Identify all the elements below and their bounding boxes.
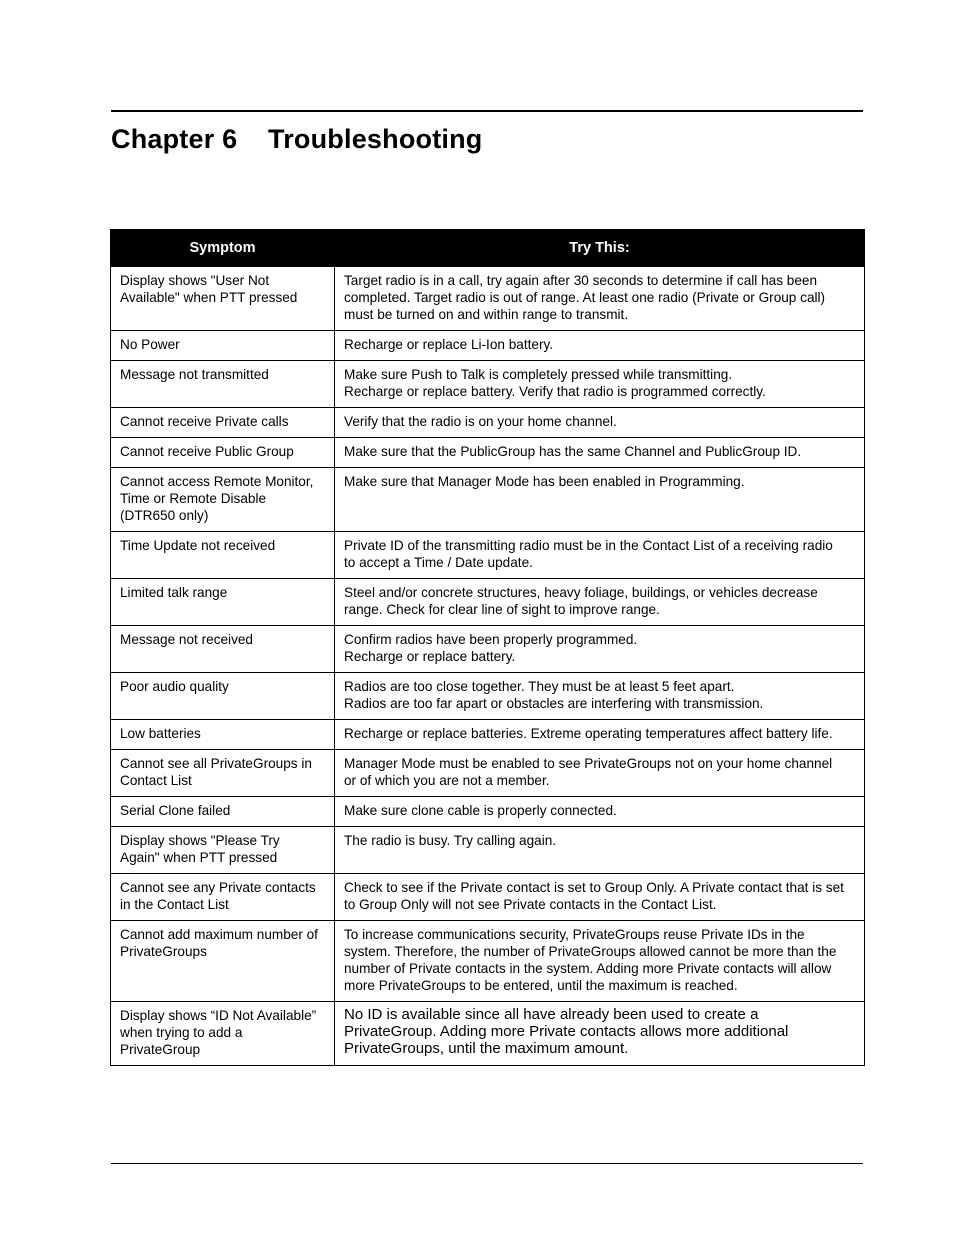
symptom-cell: Cannot see all PrivateGroups in Contact List <box>111 750 335 797</box>
table-row <box>111 750 865 797</box>
chapter-number: Chapter 6 <box>111 124 238 154</box>
symptom-cell: Serial Clone failed <box>111 797 335 827</box>
fix-cell: Make sure Push to Talk is completely pressed while transmitting. Recharge or replace battery. Verify that radio is programmed correctly. <box>335 361 865 408</box>
fix-cell: Recharge or replace batteries. Extreme operating temperatures affect battery life. <box>335 720 865 750</box>
top-rule <box>111 110 863 112</box>
fix-cell: Steel and/or concrete structures, heavy foliage, buildings, or vehicles decrease range. Check for clear line of sight to improve range. <box>335 579 865 626</box>
fix-cell: To increase communications security, PrivateGroups reuse Private IDs in the system. Therefore, the number of PrivateGroups allowed cannot be more than the number of Private contacts in the system. Adding more Private contacts will allow more PrivateGroups to be entered, until the maximum is reached. <box>335 921 865 1002</box>
table-header-row <box>111 230 865 267</box>
troubleshooting-table <box>110 229 865 1066</box>
symptom-cell: Display shows “ID Not Available” when trying to add a PrivateGroup <box>111 1002 335 1066</box>
table-row <box>111 626 865 673</box>
header-symptom: Symptom <box>111 230 335 267</box>
table-row <box>111 1002 865 1066</box>
symptom-cell: Poor audio quality <box>111 673 335 720</box>
symptom-cell: Time Update not received <box>111 532 335 579</box>
symptom-cell: Display shows "User Not Available" when PTT pressed <box>111 267 335 331</box>
chapter-title: Troubleshooting <box>268 124 483 154</box>
page-title <box>111 124 482 155</box>
symptom-cell: No Power <box>111 331 335 361</box>
table-row <box>111 532 865 579</box>
fix-cell: Target radio is in a call, try again after 30 seconds to determine if call has been completed. Target radio is out of range. At least one radio (Private or Group call) must be turned on and within range to transmit. <box>335 267 865 331</box>
symptom-cell: Message not transmitted <box>111 361 335 408</box>
fix-cell: Make sure clone cable is properly connected. <box>335 797 865 827</box>
table-row <box>111 673 865 720</box>
symptom-cell: Cannot see any Private contacts in the Contact List <box>111 874 335 921</box>
symptom-cell: Cannot receive Private calls <box>111 408 335 438</box>
fix-cell: Check to see if the Private contact is set to Group Only. A Private contact that is set to Group Only will not see Private contacts in the Contact List. <box>335 874 865 921</box>
symptom-cell: Low batteries <box>111 720 335 750</box>
fix-cell: Verify that the radio is on your home channel. <box>335 408 865 438</box>
fix-cell: Recharge or replace Li-Ion battery. <box>335 331 865 361</box>
table-row <box>111 468 865 532</box>
symptom-cell: Cannot add maximum number of PrivateGroups <box>111 921 335 1002</box>
table-row <box>111 797 865 827</box>
fix-cell: Make sure that Manager Mode has been enabled in Programming. <box>335 468 865 532</box>
symptom-cell: Display shows "Please Try Again" when PTT pressed <box>111 827 335 874</box>
symptom-cell: Cannot receive Public Group <box>111 438 335 468</box>
table-row <box>111 361 865 408</box>
fix-cell: Manager Mode must be enabled to see PrivateGroups not on your home channel or of which you are not a member. <box>335 750 865 797</box>
fix-cell: The radio is busy. Try calling again. <box>335 827 865 874</box>
table-row <box>111 331 865 361</box>
fix-cell: No ID is available since all have already been used to create a PrivateGroup. Adding more Private contacts allows more additional PrivateGroups, until the maximum amount. <box>335 1002 865 1066</box>
table-row <box>111 720 865 750</box>
table-row <box>111 267 865 331</box>
symptom-cell: Cannot access Remote Monitor, Time or Remote Disable (DTR650 only) <box>111 468 335 532</box>
table-row <box>111 438 865 468</box>
table-row <box>111 827 865 874</box>
header-try-this: Try This: <box>335 230 865 267</box>
table-row <box>111 408 865 438</box>
symptom-cell: Limited talk range <box>111 579 335 626</box>
fix-cell: Private ID of the transmitting radio must be in the Contact List of a receiving radio to accept a Time / Date update. <box>335 532 865 579</box>
symptom-cell: Message not received <box>111 626 335 673</box>
fix-cell: Radios are too close together. They must be at least 5 feet apart. Radios are too far apart or obstacles are interfering with transmission. <box>335 673 865 720</box>
fix-cell: Confirm radios have been properly programmed. Recharge or replace battery. <box>335 626 865 673</box>
bottom-rule <box>111 1163 863 1164</box>
table-row <box>111 874 865 921</box>
table-row <box>111 579 865 626</box>
fix-cell: Make sure that the PublicGroup has the same Channel and PublicGroup ID. <box>335 438 865 468</box>
table-row <box>111 921 865 1002</box>
